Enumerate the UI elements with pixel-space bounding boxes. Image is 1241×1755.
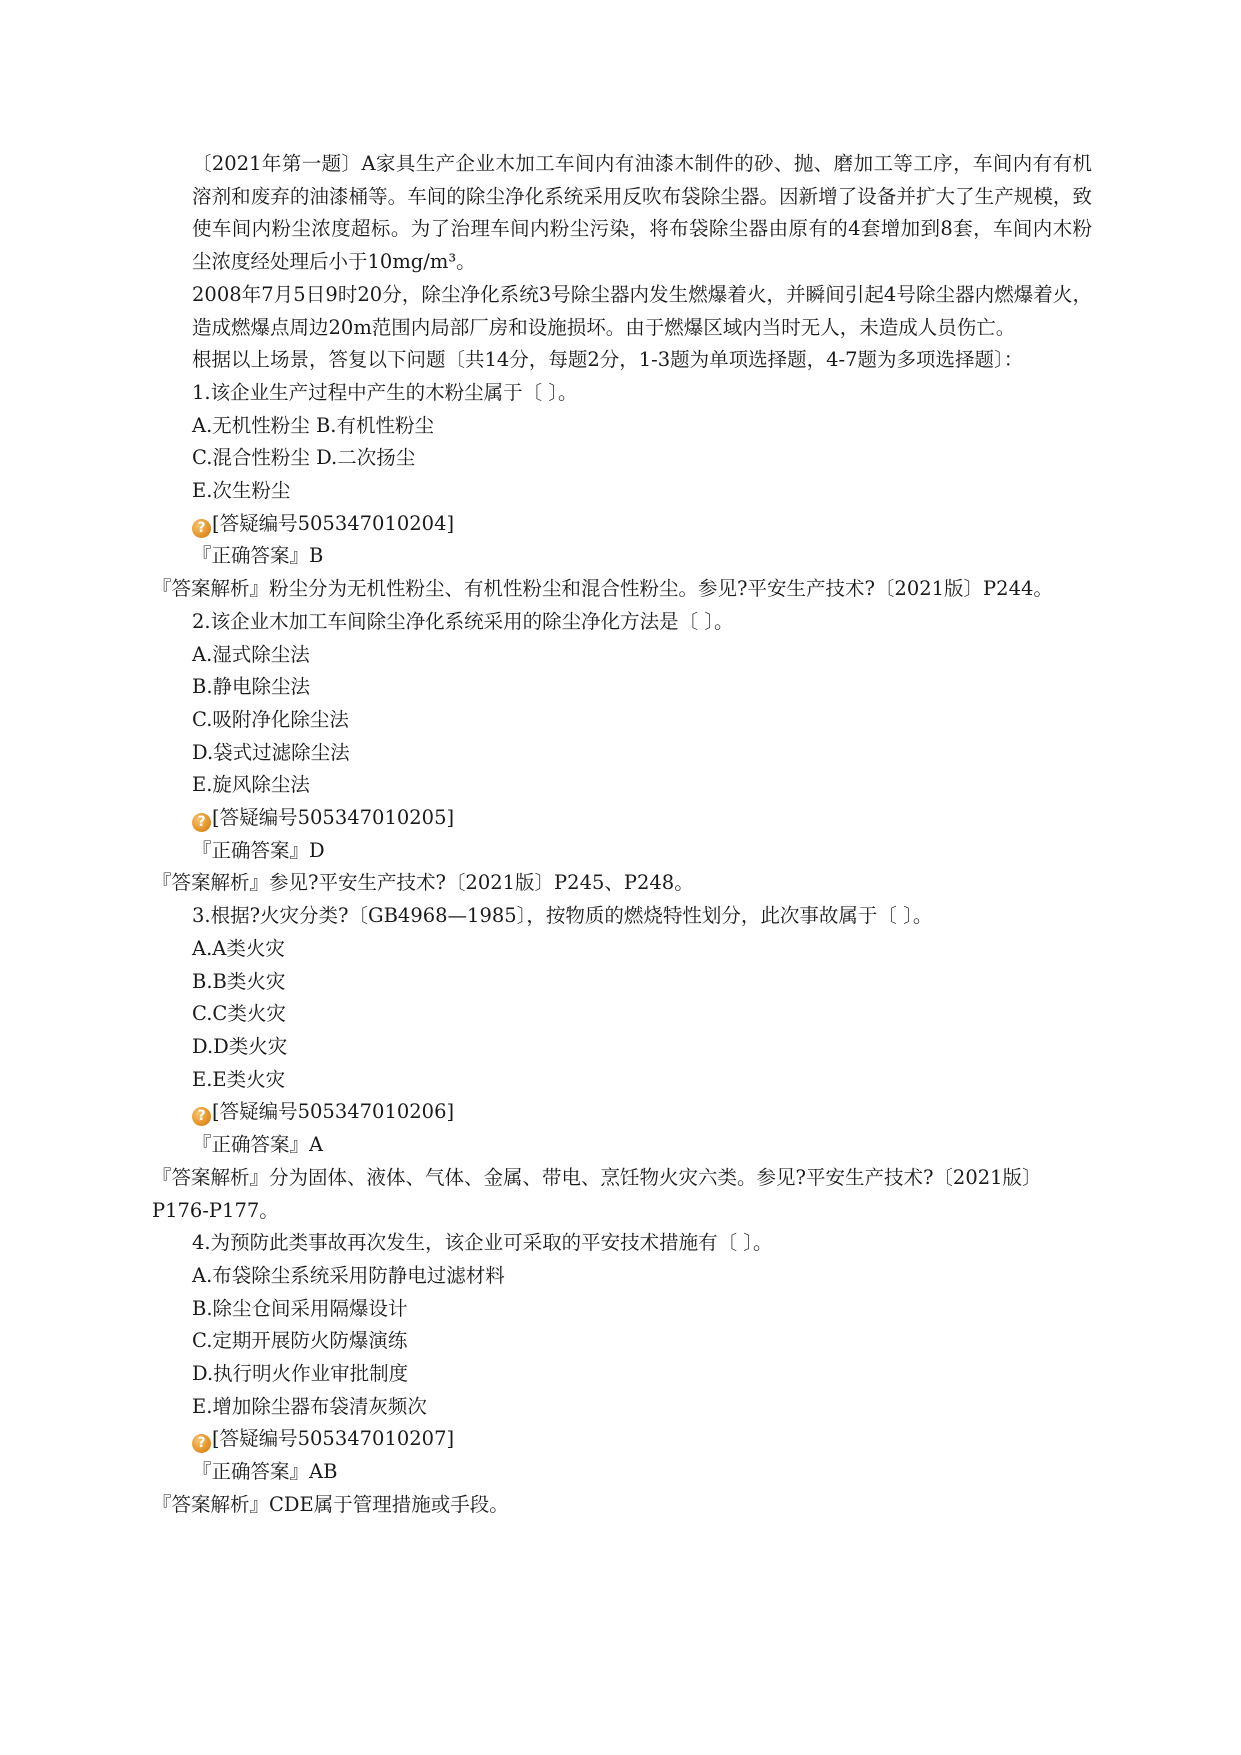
document-page — [152, 148, 1092, 1522]
question-2-stem: 2.该企业木加工车间除尘净化系统采用的除尘净化方法是〔 〕。 — [192, 609, 734, 633]
question-3-option: D.D类火灾 — [192, 1034, 288, 1058]
question-2-option: D.袋式过滤除尘法 — [192, 740, 350, 764]
question-4-option: C.定期开展防火防爆演练 — [192, 1329, 408, 1353]
question-4-option: A.布袋除尘系统采用防静电过滤材料 — [192, 1263, 505, 1287]
question-1-qa-id: [答疑编号505347010204] — [212, 511, 455, 535]
question-1-answer: 『正确答案』B — [192, 544, 324, 568]
question-3-option: C.C类火灾 — [192, 1002, 286, 1026]
question-3-analysis: 『答案解析』分为固体、液体、气体、金属、带电、烹饪物火灾六类。参见?平安生产技术?〔2021版〕P176-P177。 — [152, 1165, 1042, 1222]
question-3-option: B.B类火灾 — [192, 969, 286, 993]
question-1-option: C.混合性粉尘 D.二次扬尘 — [192, 446, 416, 470]
question-4-stem: 4.为预防此类事故再次发生，该企业可采取的平安技术措施有〔 〕。 — [192, 1231, 773, 1255]
question-1-qa-line — [152, 508, 1092, 541]
question-2-qa-id: [答疑编号505347010205] — [212, 806, 455, 830]
question-mark-icon[interactable]: ? — [192, 1107, 211, 1126]
instructions-paragraph: 根据以上场景，答复以下问题〔共14分，每题2分，1-3题为单项选择题，4-7题为多项选择题〕： — [192, 348, 1024, 372]
scenario-paragraph-1: 〔2021年第一题〕A家具生产企业木加工车间内有油漆木制件的砂、抛、磨加工等工序，车间内有有机溶剂和废弃的油漆桶等。车间的除尘净化系统采用反吹布袋除尘器。因新增了设备并扩大了生产规模，致使车间内粉尘浓度超标。为了治理车间内粉尘污染，将布袋除尘器由原有的4套增加到8套，车间内木粉尘浓度经处理后小于10mg/m³。 — [192, 152, 1092, 274]
question-3-qa-id: [答疑编号505347010206] — [212, 1100, 455, 1124]
question-1-stem: 1.该企业生产过程中产生的木粉尘属于〔 〕。 — [192, 380, 578, 404]
question-4-option: B.除尘仓间采用隔爆设计 — [192, 1296, 408, 1320]
question-2-option: E.旋风除尘法 — [192, 773, 310, 797]
question-mark-icon[interactable]: ? — [192, 519, 211, 538]
question-3-option: A.A类火灾 — [192, 936, 285, 960]
question-4-option: E.增加除尘器布袋清灰频次 — [192, 1394, 427, 1418]
question-1-option: A.无机性粉尘 B.有机性粉尘 — [192, 413, 435, 437]
question-4-qa-line — [152, 1423, 1092, 1456]
question-4-analysis: 『答案解析』CDE属于管理措施或手段。 — [152, 1492, 509, 1516]
question-mark-icon[interactable]: ? — [192, 1434, 211, 1453]
question-2-option: C.吸附净化除尘法 — [192, 707, 349, 731]
question-3-qa-line — [152, 1096, 1092, 1129]
question-4-answer: 『正确答案』AB — [192, 1460, 338, 1484]
question-4-qa-id: [答疑编号505347010207] — [212, 1427, 455, 1451]
question-2-answer: 『正确答案』D — [192, 838, 325, 862]
question-3-stem: 3.根据?火灾分类?〔GB4968—1985〕，按物质的燃烧特性划分，此次事故属于〔 〕。 — [192, 904, 933, 928]
question-1-option: E.次生粉尘 — [192, 479, 291, 503]
question-2-option: B.静电除尘法 — [192, 675, 311, 699]
question-2-qa-line — [152, 802, 1092, 835]
scenario-paragraph-2: 2008年7月5日9时20分，除尘净化系统3号除尘器内发生燃爆着火，并瞬间引起4号除尘器内燃爆着火，造成燃爆点周边20m范围内局部厂房和设施损坏。由于燃爆区域内当时无人，未造成人员伤亡。 — [192, 282, 1092, 339]
question-3-answer: 『正确答案』A — [192, 1133, 324, 1157]
question-4-option: D.执行明火作业审批制度 — [192, 1362, 409, 1386]
question-1-analysis: 『答案解析』粉尘分为无机性粉尘、有机性粉尘和混合性粉尘。参见?平安生产技术?〔2021版〕P244。 — [152, 577, 1053, 601]
question-3-option: E.E类火灾 — [192, 1067, 286, 1091]
question-2-option: A.湿式除尘法 — [192, 642, 310, 666]
question-2-analysis: 『答案解析』参见?平安生产技术?〔2021版〕P245、P248。 — [152, 871, 694, 895]
question-mark-icon[interactable]: ? — [192, 813, 211, 832]
